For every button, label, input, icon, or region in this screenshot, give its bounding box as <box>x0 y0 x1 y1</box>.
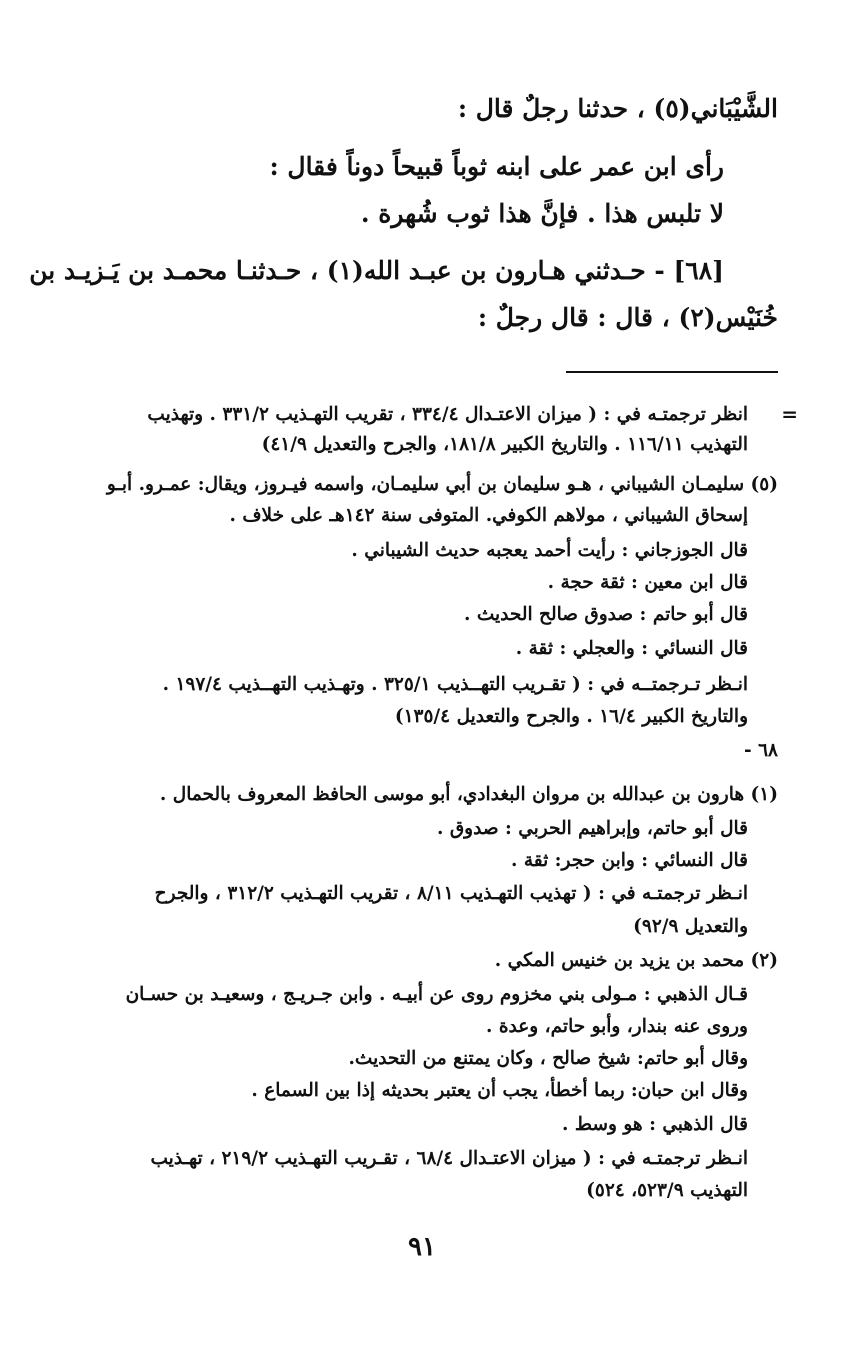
footnote-line: قال النسائي : وابن حجر: ثقة . <box>510 850 748 871</box>
footnote-line: انظر ترجمتـه في : ( ميزان الاعتـدال ٣٣٤/٤ ، تقريب التهـذيب ٣٣١/٢ . وتهذيب <box>147 404 748 425</box>
continuation-mark: = <box>781 402 798 426</box>
footnote-line: إسحاق الشيباني ، مولاهم الكوفي. المتوفى سنة ١٤٢هـ على خلاف . <box>229 505 748 526</box>
footnote-line: (٥) سليمـان الشيباني ، هـو سليمان بن أبي سليمـان، واسمه فيـروز، ويقال: عمـرو. أبـو <box>106 474 778 495</box>
footnote-line: انـظر ترجمتـه في : ( تهذيب التهـذيب ٨/١١ ، تقريب التهـذيب ٣١٢/٢ ، والجرح <box>154 883 748 904</box>
footnote-line: (٢) محمد بن يزيد بن خنيس المكي . <box>494 950 778 971</box>
footnote-line: قال الذهبي : هو وسط . <box>562 1114 748 1135</box>
footnote-line: (١) هارون بن عبدالله بن مروان البغدادي، أبو موسى الحافظ المعروف بالحمال . <box>159 784 778 805</box>
footnote-line: قال النسائي : والعجلي : ثقة . <box>515 638 748 659</box>
main-line-1: الشَّيْبَاني(٥) ، حدثنا رجلٌ قال : <box>457 94 778 123</box>
footnote-section-heading: ٦٨ - <box>744 740 778 761</box>
footnote-line: قـال الذهبي : مـولى بني مخزوم روى عن أبيـه . وابن جـريـج ، وسعيـد بن حسـان <box>125 984 748 1005</box>
page-number: ٩١ <box>408 1232 436 1262</box>
footnote-line: انـظر تـرجمتــه في : ( تقـريب التهــذيب ٣٢٥/١ . وتهـذيب التهــذيب ١٩٧/٤ . <box>162 674 748 695</box>
main-line-4: [٦٨] - حـدثني هـارون بن عبـد الله(١) ، حـدثنـا محمـد بن يَـزيـد بن <box>29 256 724 285</box>
footnote-line: انـظر ترجمتـه في : ( ميزان الاعتـدال ٦٨/٤ ، تقـريب التهـذيب ٢١٩/٢ ، تهـذيب <box>150 1148 748 1169</box>
footnote-line: والتعديل ٩٢/٩) <box>633 916 748 937</box>
footnote-line: قال الجوزجاني : رأيت أحمد يعجبه حديث الشيباني . <box>351 540 748 561</box>
footnote-line: قال أبو حاتم، وإبراهيم الحربي : صدوق . <box>436 818 748 839</box>
footnote-line: وروى عنه بندار، وأبو حاتم، وعدة . <box>485 1016 748 1037</box>
footnote-line: التهذيب ١١٦/١١ . والتاريخ الكبير ١٨١/٨، والجرح والتعديل ٤١/٩) <box>261 434 748 455</box>
main-line-2: رأى ابن عمر على ابنه ثوباً قبيحاً دوناً فقال : <box>269 152 724 181</box>
footnote-line: وقال ابن حبان: ربما أخطأ، يجب أن يعتبر بحديثه إذا بين السماع . <box>251 1080 748 1101</box>
footnote-line: والتاريخ الكبير ١٦/٤ . والجرح والتعديل ١٣٥/٤) <box>394 706 748 727</box>
footnote-line: قال ابن معين : ثقة حجة . <box>547 572 748 593</box>
main-line-5: خُنَيْس(٢) ، قال : قال رجلٌ : <box>477 303 778 332</box>
footnote-line: التهذيب ٥٢٣/٩، ٥٢٤) <box>586 1180 748 1201</box>
main-line-3: لا تلبس هذا . فإنَّ هذا ثوب شُهرة . <box>360 199 724 228</box>
footnote-separator <box>566 371 778 373</box>
footnote-line: قال أبو حاتم : صدوق صالح الحديث . <box>463 604 748 625</box>
footnote-line: وقال أبو حاتم: شيخ صالح ، وكان يمتنع من التحديث. <box>348 1048 748 1069</box>
